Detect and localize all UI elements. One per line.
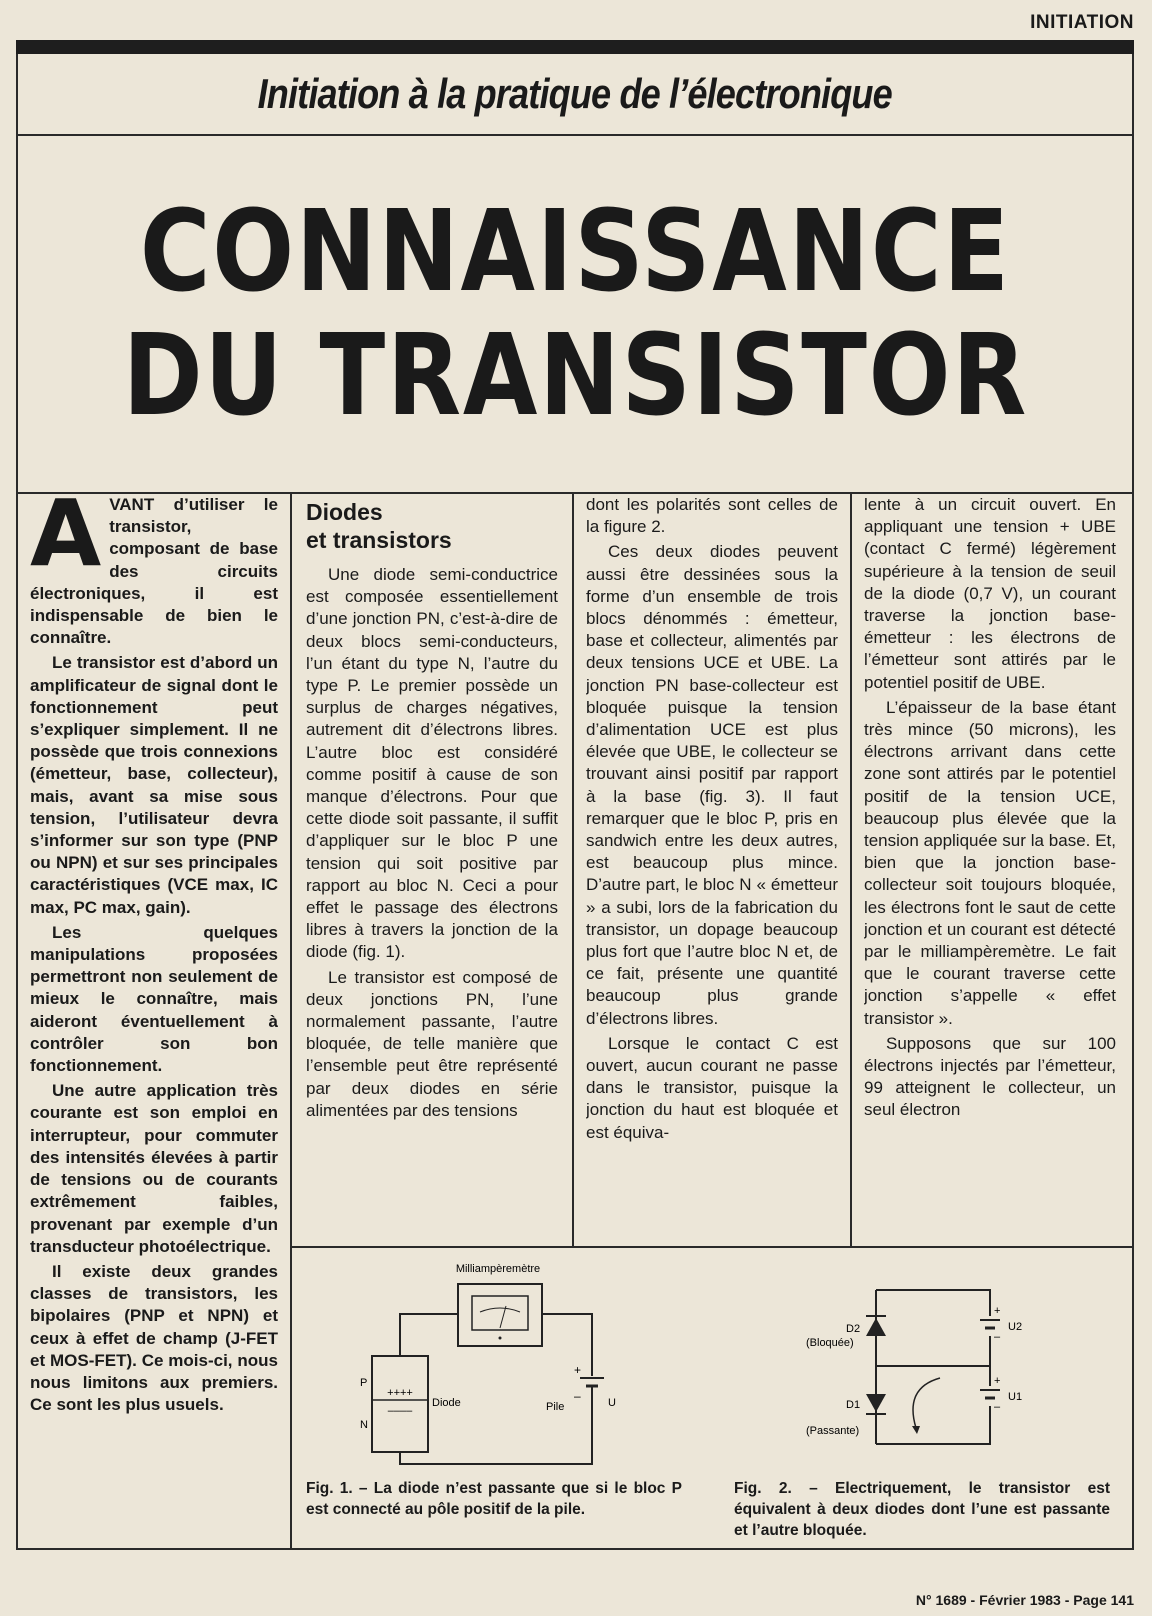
section-tag: INITIATION (1030, 12, 1134, 33)
diode-block (372, 1356, 428, 1452)
diode-label: Diode (432, 1397, 461, 1409)
battery-minus: – (574, 1389, 581, 1403)
subheading-line-2: et transistors (306, 527, 452, 553)
meter-pointer (500, 1306, 506, 1328)
negative-charges: –––– (387, 1405, 413, 1417)
figure-2-diagram (800, 1280, 1040, 1460)
current-arrow-head (912, 1426, 920, 1434)
column-4 (864, 494, 1116, 1234)
paragraph: Il existe deux grandes classes de transistors, les bipolaires (PNP et NPN) et ceux à effet de champ (J-FET et MOS-FET). Ce mois-ci, nous nous limitons aux premiers. Ce sont les plus usuels. (30, 1261, 278, 1415)
figure-2-caption: Fig. 2. – Electriquement, le transistor est équivalent à deux diodes dont l’une est passante et l’autre bloquée. (734, 1480, 1110, 1539)
drop-cap: A (30, 494, 102, 587)
u2-plus: + (994, 1305, 1001, 1317)
meter-dial (472, 1296, 528, 1330)
kicker-box (16, 54, 1134, 136)
column-3 (586, 494, 838, 1234)
figure-rule (290, 1246, 1134, 1248)
figure-1-diagram (350, 1256, 650, 1474)
paragraph: Le transistor est d’abord un amplificateur de signal dont le fonctionnement peut s’expliquer simplement. Il ne possède que trois connexions (émetteur, base, collecteur), mais, avant sa mise sous tension, l’utilisateur devra s’informer sur son type (PNP ou NPN) et sur ses principales caractéristiques (VCE max, IC max, PC max, gain). (30, 653, 278, 917)
paragraph: Une autre application très courante est son emploi en interrupteur, pour commuter des intensités élevées à partir de tensions ou de courants extrêmement faibles, provenant par exemple d’un transducteur photoélectrique. (30, 1081, 278, 1256)
u-label: U (608, 1397, 616, 1409)
subheading (306, 498, 558, 554)
u1-minus: – (994, 1401, 1001, 1413)
wire-left (400, 1314, 458, 1356)
positive-charges: ++++ (387, 1387, 413, 1399)
d2-state: (Bloquée) (806, 1337, 854, 1349)
d2-diode-icon (866, 1318, 886, 1336)
top-rule (16, 40, 1134, 54)
paragraph: Les quelques manipulations proposées permettront non seulement de mieux le connaître, mais aideront éventuellement à contrôler son bon fonctionnement. (30, 922, 278, 1076)
page-footer: N° 1689 - Février 1983 - Page 141 (915, 1592, 1134, 1608)
current-arrow (913, 1378, 940, 1428)
title-box (16, 136, 1134, 494)
column-rule-3 (850, 494, 852, 1246)
u1-label: U1 (1008, 1391, 1023, 1403)
battery-plus: + (574, 1363, 582, 1377)
d1-label: D1 (846, 1399, 861, 1411)
meter-pivot (499, 1337, 502, 1340)
paragraph: lente à un circuit ouvert. En appliquant une tension + UBE (contact C fermé) légèrement supérieure à la tension de seuil de la diode (0,7 V), un courant traverse la jonction base-émetteur : les électrons de l’émetteur sont attirés par le potentiel positif de UBE. (864, 495, 1116, 692)
title-line-1: CONNAISSANCE (139, 187, 1011, 317)
meter-label: Milliampèremètre (455, 1263, 541, 1275)
figure-1-caption: Fig. 1. – La diode n’est passante que si le bloc P est connecté au pôle positif de la pile. (306, 1480, 682, 1518)
column-1 (30, 494, 278, 1546)
paragraph: dont les polarités sont celles de la figure 2. (586, 495, 838, 537)
paragraph: L’épaisseur de la base étant très mince (50 microns), les électrons arrivant dans cette zone sont attirés par le potentiel positif de la tension UCE, beaucoup plus élevée que la tension appliquée sur la base. Et, bien que la jonction base-collecteur soit toujours bloquée, les électrons font le saut de cette jonction et un courant est détecté par le milliampèremètre. Le fait que le courant traverse cette jonction s’appelle « effet transistor ». (864, 697, 1116, 1028)
n-label: N (360, 1419, 368, 1431)
d1-diode-icon (866, 1394, 886, 1412)
paragraph: Lorsque le contact C est ouvert, aucun courant ne passe dans le transistor, puisque la jonction du haut est bloquée et est équiva- (586, 1033, 838, 1142)
subheading-line-1: Diodes (306, 499, 383, 525)
column-2 (306, 494, 558, 1234)
paragraph: Le transistor est composé de deux jonctions PN, l’une normalement passante, l’autre bloquée, de telle manière que l’ensemble peut être représenté par deux diodes en série alimentées par des tensions (306, 967, 558, 1120)
d2-label: D2 (846, 1323, 861, 1335)
intro-text: VANT d’utiliser le transistor, composant de base des circuits électroniques, il est indispensable de bien le connaître. (30, 495, 278, 648)
meter-needle (480, 1308, 520, 1312)
kicker-title: Initiation à la pratique de l’électronique (257, 70, 893, 117)
u2-label: U2 (1008, 1321, 1023, 1333)
pile-label: Pile (546, 1401, 565, 1413)
column-rule-2 (572, 494, 574, 1246)
u2-minus: – (994, 1331, 1001, 1343)
wire-right (542, 1314, 592, 1376)
title-line-2: DU TRANSISTOR (122, 311, 1028, 441)
p-label: P (360, 1377, 368, 1389)
d1-state: (Passante) (806, 1425, 860, 1437)
column-rule-1 (290, 494, 292, 1548)
u1-plus: + (994, 1375, 1001, 1387)
intro-paragraph (30, 494, 278, 649)
paragraph: Ces deux diodes peuvent aussi être dessinées sous la forme d’un ensemble de trois blocs dénommés : émetteur, base et collecteur, alimentés par deux tensions UCE et UBE. La jonction PN base-collecteur est bloquée puisque la tension d’alimentation UCE est plus élevée que UBE, le collecteur se trouvant ainsi positif par rapport à la base (fig. 3). Il faut remarquer que le bloc P, pris en sandwich entre les deux autres, est beaucoup plus mince. D’autre part, le bloc N « émetteur » a subi, lors de la fabrication du transistor, un dopage beaucoup plus fort que l’autre bloc N et, de ce fait, présente une quantité beaucoup plus grande d’électrons libres. (586, 542, 838, 1028)
paragraph: Supposons que sur 100 électrons injectés par l’émetteur, 99 atteignent le collecteur, un seul électron (864, 1033, 1116, 1120)
paragraph: Une diode semi-conductrice est composée essentiellement d’une jonction PN, c’est-à-dire de deux blocs semi-conducteurs, l’un étant du type N, l’autre du type P. Le premier possède un surplus de charges négatives, autrement dit d’électrons libres. L’autre bloc est considéré comme positif à cause de son manque d’électrons. Pour que cette diode soit passante, il suffit d’appliquer sur le bloc P une tension qui soit positive par rapport au bloc N. Ceci a pour effet le passage des électrons libres à travers la jonction de la diode (fig. 1). (306, 565, 558, 962)
